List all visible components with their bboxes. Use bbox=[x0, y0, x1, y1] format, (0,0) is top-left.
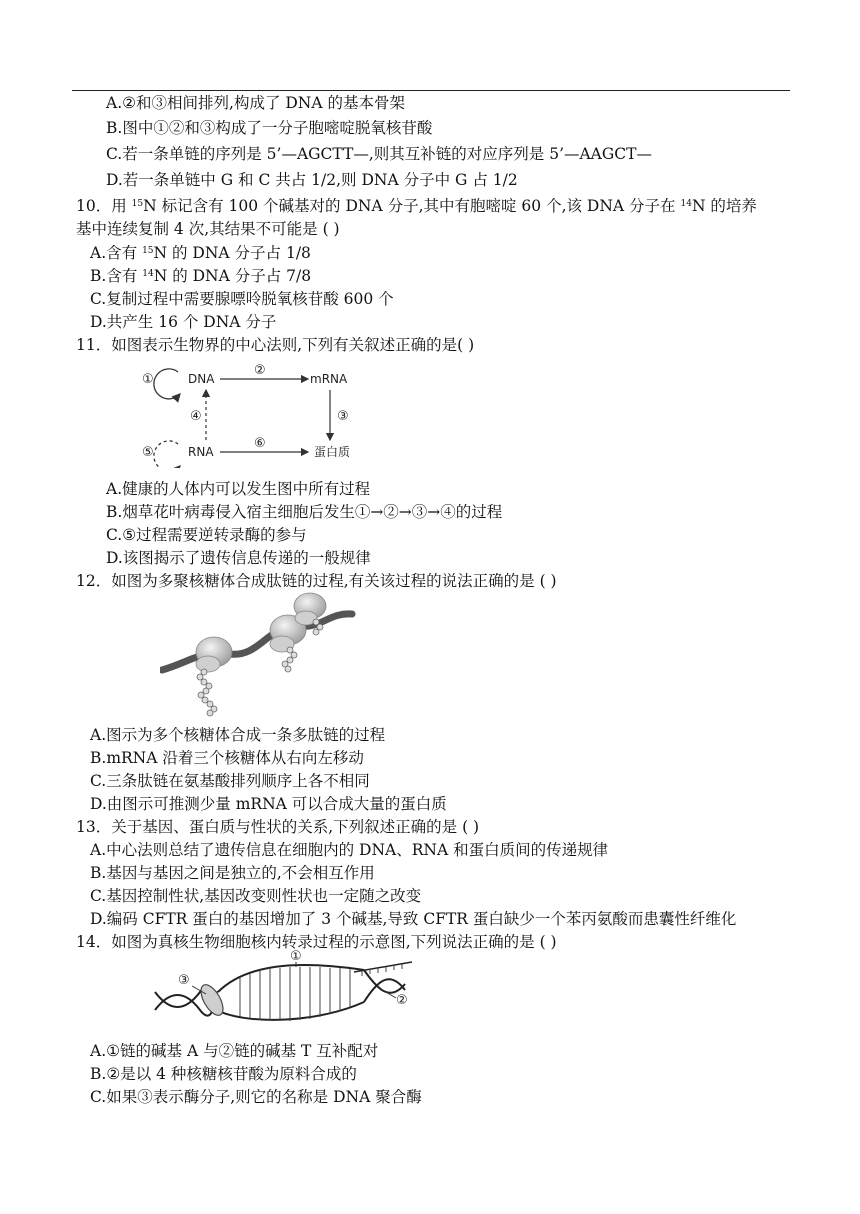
header-rule bbox=[72, 90, 790, 91]
n2-marker: ② bbox=[396, 993, 408, 1008]
n1-marker: ① bbox=[290, 950, 302, 964]
q13-option-c: C.基因控制性状,基因改变则性状也一定随之改变 bbox=[90, 887, 422, 905]
protein-label: 蛋白质 bbox=[314, 445, 351, 459]
q13-option-b: B.基因与基因之间是独立的,不会相互作用 bbox=[90, 864, 375, 882]
polyribosome-diagram bbox=[160, 592, 360, 722]
q12-option-d: D.由图示可推测少量 mRNA 可以合成大量的蛋白质 bbox=[90, 795, 447, 813]
q9-option-b: B.图中①②和③构成了一分子胞嘧啶脱氧核苷酸 bbox=[106, 119, 433, 137]
replication-arc-5 bbox=[154, 441, 180, 468]
q9-option-d: D.若一条单链中 G 和 C 共占 1/2,则 DNA 分子中 G 占 1/2 bbox=[106, 171, 518, 189]
q12-option-c: C.三条肽链在氨基酸排列顺序上各不相同 bbox=[90, 772, 370, 790]
replication-arc-1 bbox=[154, 369, 180, 399]
n3-label: ③ bbox=[337, 409, 349, 424]
q11-option-d: D.该图揭示了遗传信息传递的一般规律 bbox=[106, 549, 371, 567]
n3-marker: ③ bbox=[178, 973, 190, 988]
peptide-chain-1 bbox=[197, 669, 217, 716]
q14-option-a: A.①链的碱基 A 与②链的碱基 T 互补配对 bbox=[90, 1042, 379, 1060]
n6-label: ⑥ bbox=[254, 436, 266, 451]
q11-option-a: A.健康的人体内可以发生图中所有过程 bbox=[106, 480, 371, 498]
q14-stem: 14．如图为真核生物细胞核内转录过程的示意图,下列说法正确的是 ( ) bbox=[76, 933, 557, 951]
q14-option-b: B.②是以 4 种核糖核苷酸为原料合成的 bbox=[90, 1065, 357, 1083]
n4-label: ④ bbox=[190, 409, 202, 424]
q13-option-a: A.中心法则总结了遗传信息在细胞内的 DNA、RNA 和蛋白质间的传递规律 bbox=[90, 841, 609, 859]
mrna-strand bbox=[162, 614, 352, 670]
q10-stem-line2: 基中连续复制 4 次,其结果不可能是 ( ) bbox=[76, 220, 340, 238]
q11-stem: 11．如图表示生物界的中心法则,下列有关叙述正确的是( ) bbox=[76, 336, 475, 354]
central-dogma-diagram bbox=[130, 358, 370, 468]
q10-option-a: A.含有 $^{15}$N 的 DNA 分子占 1/8 bbox=[90, 244, 311, 262]
q10-option-c: C.复制过程中需要腺嘌呤脱氧核苷酸 600 个 bbox=[90, 290, 394, 308]
n1-label: ① bbox=[142, 372, 154, 387]
dna-label: DNA bbox=[188, 372, 215, 386]
rna-label: RNA bbox=[188, 445, 214, 459]
q10-stem-line1: 10．用 $^{15}$N 标记含有 100 个碱基对的 DNA 分子,其中有胞嘧啶 60 个,该 DNA 分子在 $^{14}$N 的培养 bbox=[76, 197, 757, 215]
transcription-diagram bbox=[150, 950, 420, 1032]
q10-option-d: D.共产生 16 个 DNA 分子 bbox=[90, 313, 277, 331]
rna-strand bbox=[354, 962, 412, 972]
q14-option-c: C.如果③表示酶分子,则它的名称是 DNA 聚合酶 bbox=[90, 1088, 422, 1106]
n2-label: ② bbox=[254, 363, 266, 378]
mrna-label: mRNA bbox=[310, 372, 348, 386]
q9-option-a: A.②和③相间排列,构成了 DNA 的基本骨架 bbox=[106, 94, 405, 112]
q13-option-d: D.编码 CFTR 蛋白的基因增加了 3 个碱基,导致 CFTR 蛋白缺少一个苯丙氨酸而患囊性纤维化 bbox=[90, 910, 737, 928]
q13-stem: 13．关于基因、蛋白质与性状的关系,下列叙述正确的是 ( ) bbox=[76, 818, 480, 836]
q10-option-b: B.含有 $^{14}$N 的 DNA 分子占 7/8 bbox=[90, 267, 312, 285]
n5-label: ⑤ bbox=[142, 445, 154, 460]
q11-option-c: C.⑤过程需要逆转录酶的参与 bbox=[106, 526, 307, 544]
q12-stem: 12．如图为多聚核糖体合成肽链的过程,有关该过程的说法正确的是 ( ) bbox=[76, 572, 557, 590]
q11-option-b: B.烟草花叶病毒侵入宿主细胞后发生①→②→③→④的过程 bbox=[106, 503, 503, 521]
q9-option-c: C.若一条单链的序列是 5’—AGCTT—,则其互补链的对应序列是 5’—AAGCT— bbox=[106, 145, 652, 163]
q12-option-a: A.图示为多个核糖体合成一条多肽链的过程 bbox=[90, 726, 386, 744]
q12-option-b: B.mRNA 沿着三个核糖体从右向左移动 bbox=[90, 749, 364, 767]
